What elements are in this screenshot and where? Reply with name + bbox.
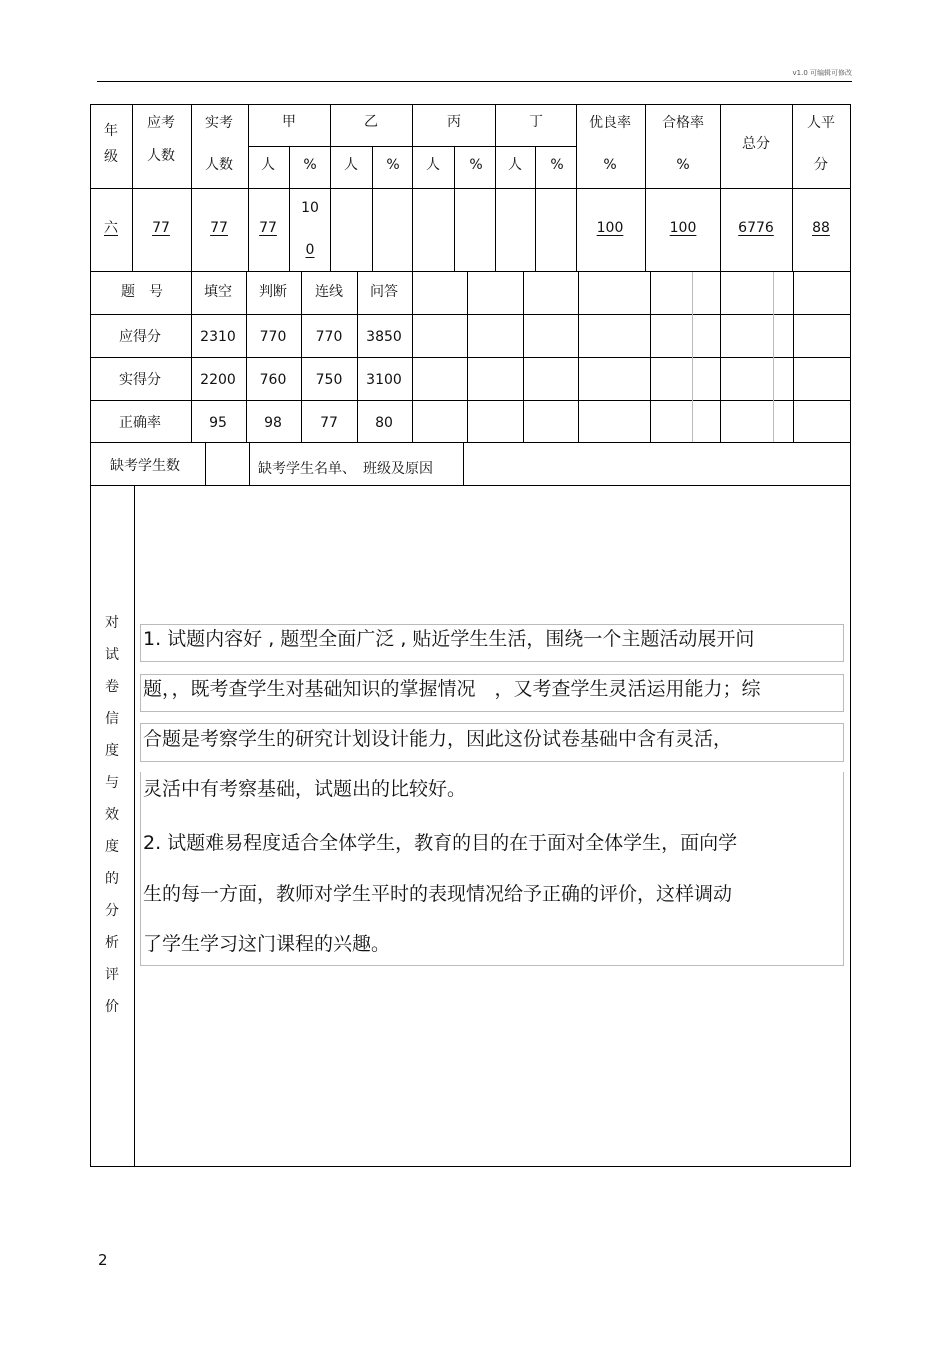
- jia-percent-value: 10: [301, 200, 319, 216]
- side-label-char: 度: [105, 839, 119, 855]
- pass-rate-value: 100: [669, 220, 697, 236]
- side-label-char: 价: [105, 999, 119, 1015]
- table-border: [357, 272, 358, 442]
- sub-percent: %: [386, 157, 400, 173]
- table-border: [535, 146, 536, 272]
- row-label: 应得分: [119, 329, 161, 345]
- absent-list-label: 缺考学生名单、 班级及原因: [258, 461, 433, 477]
- side-label-char: 信: [105, 711, 119, 727]
- table-border: [132, 104, 133, 272]
- score-cell: 3100: [366, 372, 402, 388]
- table-border: [90, 485, 850, 486]
- avg-label: 分: [814, 157, 828, 173]
- table-border: [463, 442, 464, 485]
- score-cell: 98: [264, 415, 282, 431]
- col-match: 连线: [315, 284, 343, 300]
- table-border: [495, 104, 496, 272]
- table-border: [372, 146, 373, 272]
- table-border: [773, 272, 774, 442]
- table-border: [454, 146, 455, 272]
- table-border: [330, 104, 331, 272]
- table-border: [792, 104, 793, 272]
- group-jia: 甲: [282, 114, 296, 130]
- average-value: 88: [812, 220, 830, 236]
- pass-rate-label: 合格率: [662, 115, 704, 131]
- table-border: [90, 400, 850, 401]
- table-border: [578, 272, 579, 442]
- table-border: [523, 272, 524, 442]
- score-cell: 95: [209, 415, 227, 431]
- col-judge: 判断: [259, 284, 287, 300]
- side-label-char: 分: [105, 903, 119, 919]
- avg-label: 人平: [807, 115, 835, 131]
- table-border: [412, 104, 413, 272]
- question-number-label: 题 号: [121, 284, 163, 300]
- side-label-char: 试: [105, 647, 119, 663]
- jia-percent-value: 0: [305, 242, 315, 258]
- row-label: 正确率: [119, 415, 161, 431]
- sub-percent: %: [469, 157, 483, 173]
- side-label-char: 析: [105, 935, 119, 951]
- analysis-line: 题，，既考查学生对基础知识的掌握情况 ，又考查学生灵活运用能力；综: [143, 678, 761, 700]
- table-border: [412, 272, 413, 442]
- expected-value: 77: [152, 220, 170, 236]
- col-qa: 问答: [370, 284, 398, 300]
- row-label: 实得分: [119, 372, 161, 388]
- excellent-rate-value: 100: [596, 220, 624, 236]
- table-border: [650, 272, 651, 442]
- table-border: [90, 357, 850, 358]
- expected-label: 应考: [147, 115, 175, 131]
- table-border: [90, 188, 850, 189]
- total-label: 总分: [742, 136, 770, 152]
- actual-label: 人数: [205, 157, 233, 173]
- pass-rate-percent: %: [676, 157, 690, 173]
- table-border: [246, 272, 247, 442]
- score-cell: 2310: [200, 329, 236, 345]
- table-border: [191, 104, 192, 272]
- side-label-char: 的: [105, 871, 119, 887]
- score-cell: 770: [315, 329, 343, 345]
- side-label-char: 与: [105, 775, 119, 791]
- version-note: v1.0 可编辑可修改: [792, 69, 852, 77]
- score-cell: 770: [259, 329, 287, 345]
- side-label-char: 评: [105, 967, 119, 983]
- sub-persons: 人: [426, 157, 440, 173]
- table-border: [90, 271, 850, 272]
- analysis-line: 1. 试题内容好 , 题型全面广泛 , 贴近学生生活，围绕一个主题活动展开问: [143, 628, 755, 650]
- table-border: [720, 104, 721, 272]
- side-label-char: 对: [105, 615, 119, 631]
- absent-count-label: 缺考学生数: [110, 458, 180, 474]
- table-border: [793, 272, 794, 442]
- score-cell: 77: [320, 415, 338, 431]
- excellent-rate-label: 优良率: [589, 115, 631, 131]
- grade-label: 级: [104, 149, 118, 165]
- score-cell: 3850: [366, 329, 402, 345]
- table-border: [191, 272, 192, 442]
- analysis-line: 合题是考察学生的研究计划设计能力，因此这份试卷基础中含有灵活，: [143, 728, 733, 750]
- sub-percent: %: [303, 157, 317, 173]
- side-label-char: 度: [105, 743, 119, 759]
- side-label-char: 卷: [105, 679, 119, 695]
- table-border: [134, 485, 135, 1167]
- table-border: [692, 272, 693, 442]
- sub-persons: 人: [344, 157, 358, 173]
- table-border: [90, 1166, 851, 1167]
- group-yi: 乙: [364, 114, 378, 130]
- analysis-line: 了学生学习这门课程的兴趣。: [143, 933, 391, 955]
- grade-value: 六: [104, 220, 118, 236]
- group-bing: 丙: [447, 114, 461, 130]
- table-border: [90, 104, 850, 105]
- table-border: [850, 104, 851, 1167]
- analysis-line: 2. 试题难易程度适合全体学生，教育的目的在于面对全体学生，面向学: [143, 832, 738, 854]
- table-border: [249, 442, 250, 485]
- analysis-line: 灵活中有考察基础，试题出的比较好。: [143, 778, 467, 800]
- table-border: [467, 272, 468, 442]
- sub-percent: %: [550, 157, 564, 173]
- score-cell: 2200: [200, 372, 236, 388]
- score-cell: 760: [259, 372, 287, 388]
- side-label-char: 效: [105, 807, 119, 823]
- sub-persons: 人: [508, 157, 522, 173]
- score-cell: 80: [375, 415, 393, 431]
- table-border: [720, 272, 721, 442]
- col-fill-blank: 填空: [204, 284, 232, 300]
- table-border: [205, 442, 206, 485]
- sub-persons: 人: [261, 157, 275, 173]
- table-border: [90, 104, 91, 1167]
- table-border: [248, 104, 249, 272]
- header-rule: [97, 81, 852, 82]
- analysis-line: 生的每一方面，教师对学生平时的表现情况给予正确的评价，这样调动: [143, 883, 733, 905]
- table-border: [90, 442, 850, 443]
- expected-label: 人数: [147, 148, 175, 164]
- jia-persons-value: 77: [259, 220, 277, 236]
- table-border: [645, 104, 646, 272]
- table-border: [301, 272, 302, 442]
- score-cell: 750: [315, 372, 343, 388]
- group-ding: 丁: [529, 114, 543, 130]
- page-number: 2: [98, 1251, 108, 1269]
- actual-value: 77: [210, 220, 228, 236]
- excellent-rate-percent: %: [603, 157, 617, 173]
- table-border: [90, 314, 850, 315]
- actual-label: 实考: [205, 115, 233, 131]
- table-border: [576, 104, 577, 272]
- total-value: 6776: [738, 220, 774, 236]
- grade-label: 年: [104, 123, 118, 139]
- table-border: [289, 146, 290, 272]
